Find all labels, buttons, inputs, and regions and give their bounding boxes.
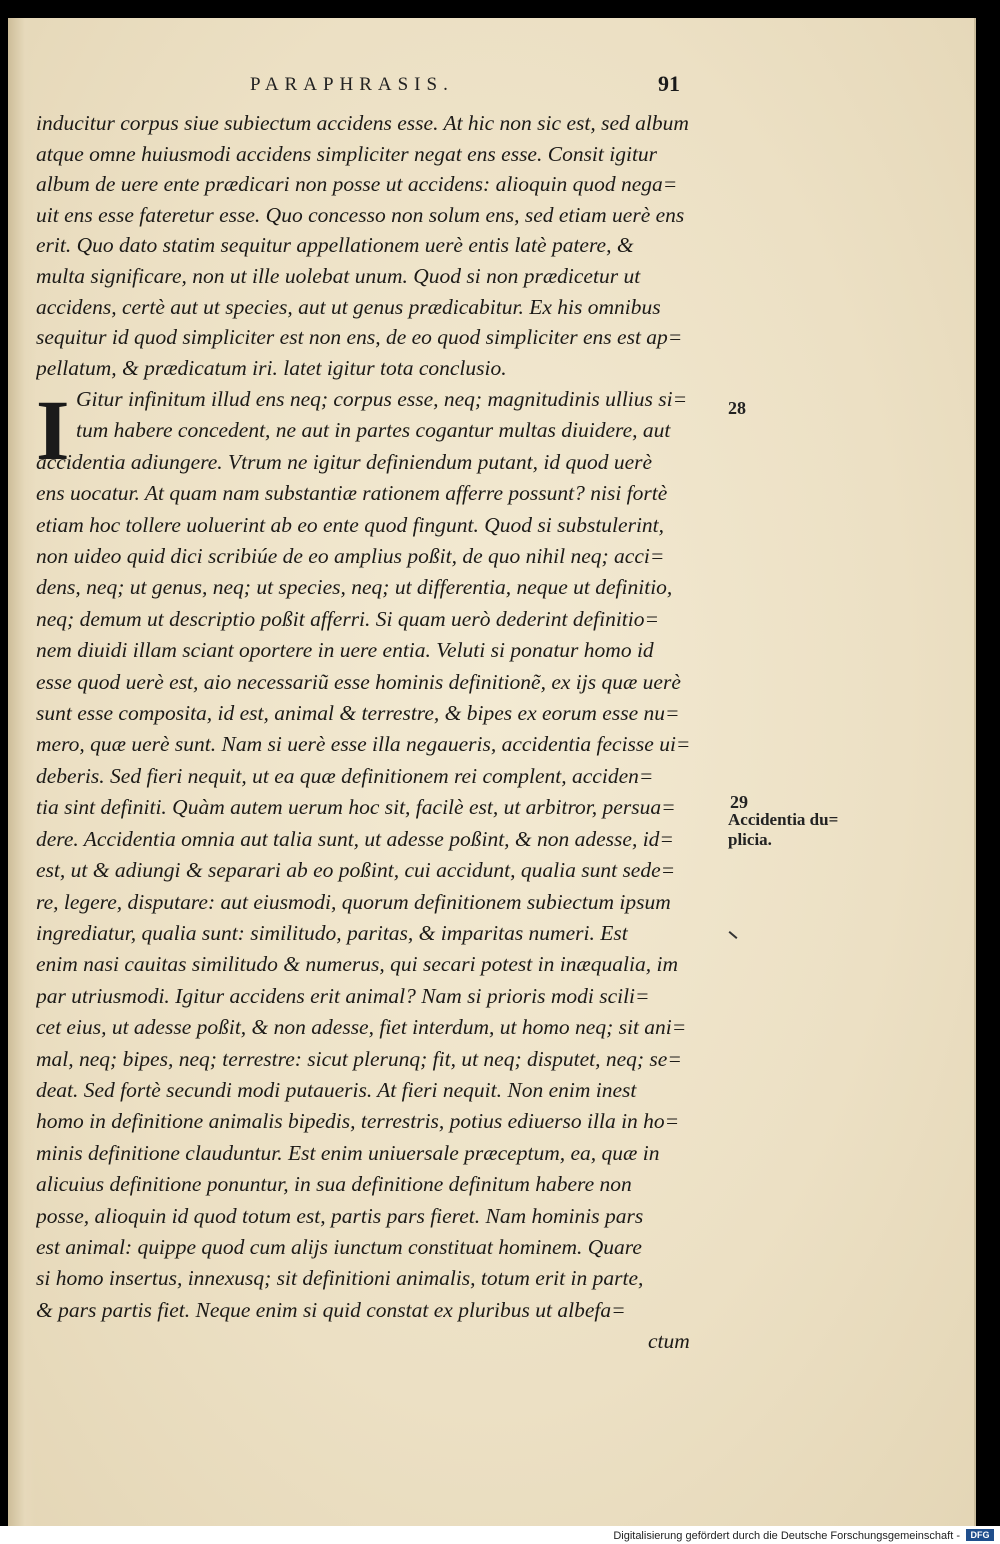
text-line: cet eius, ut adesse poßit, & non adesse, fiet interdum, ut homo neq; sit ani= (36, 1015, 687, 1040)
text-line: sunt esse composita, id est, animal & terrestre, & bipes ex eorum esse nu= (36, 701, 680, 726)
page-number: 91 (658, 71, 680, 96)
text-line: mero, quæ uerè sunt. Nam si uerè esse illa negaueris, accidentia fecisse ui= (36, 732, 691, 757)
text-line: re, legere, disputare: aut eiusmodi, quorum definitionem subiectum ipsum (36, 889, 671, 914)
margin-number-29: 29 (730, 792, 748, 812)
text-line: pellatum, & prædicatum iri. latet igitur tota conclusio. (36, 355, 507, 380)
text-line: erit. Quo dato statim sequitur appellationem uerè entis latè patere, & (36, 233, 634, 258)
text-line: ingrediatur, qualia sunt: similitudo, paritas, & imparitas numeri. Est (36, 920, 628, 945)
text-line: esse quod uerè est, aio necessariũ esse hominis definitionẽ, ex ijs quæ uerè (36, 669, 681, 694)
text-line: est, ut & adiungi & separari ab eo poßint, cui accidunt, qualia sunt sede= (36, 858, 676, 883)
text-line: mal, neq; bipes, neq; terrestre: sicut plerunq; fit, ut neq; disputet, neq; se= (36, 1046, 682, 1071)
page-gutter-shadow (8, 18, 36, 1526)
dfg-logo: DFG (966, 1529, 994, 1541)
text-line: multa significare, non ut ille uolebat unum. Quod si non prædicetur ut (36, 263, 641, 288)
text-line: tum habere concedent, ne aut in partes cogantur multas diuidere, aut (76, 418, 671, 443)
text-line: enim nasi cauitas similitudo & numerus, qui secari potest in inæqualia, im (36, 952, 679, 977)
margin-number-28: 28 (728, 398, 746, 418)
text-line: uit ens esse fateretur esse. Quo concesso non solum ens, sed etiam uerè ens (36, 202, 685, 227)
text-line: atque omne huiusmodi accidens simpliciter negat ens esse. Consit igitur (36, 141, 658, 166)
footer-bar (0, 1526, 1000, 1544)
text-line: inducitur corpus siue subiectum accidens esse. At hic non sic est, sed album (36, 111, 689, 135)
text-line: homo in definitione animalis bipedis, terrestris, potius ediuerso illa in ho= (36, 1109, 680, 1134)
text-line: par utriusmodi. Igitur accidens erit animal? Nam si prioris modi scili= (36, 983, 650, 1008)
running-head: PARAPHRASIS. (250, 74, 454, 95)
margin-note-line: Accidentia du= (728, 810, 839, 829)
text-line: accidentia adiungere. Vtrum ne igitur definiendum putant, id quod uerè (36, 449, 653, 474)
paragraph-1 (36, 108, 720, 383)
text-line: deat. Sed fortè secundi modi putaueris. At fieri nequit. Non enim inest (36, 1077, 637, 1102)
text-line: sequitur id quod simpliciter est non ens, de eo quod simpliciter ens est ap= (36, 325, 683, 350)
text-line: ens uocatur. At quam nam substantiæ rationem afferre possunt? nisi fortè (36, 481, 668, 506)
text-line: album de uere ente prædicari non posse ut accidens: alioquin quod nega= (36, 172, 678, 197)
drop-cap: I (36, 382, 70, 478)
margin-note-line: plicia. (728, 830, 772, 849)
text-line: dens, neq; ut genus, neq; ut species, neq; ut differentia, neque ut definitio, (36, 575, 673, 600)
text-line: Gitur infinitum illud ens neq; corpus esse, neq; magnitudinis ullius si= (76, 387, 688, 411)
text-line: si homo insertus, innexusq; sit definitioni animalis, totum erit in parte, (36, 1266, 644, 1291)
text-line: accidens, certè aut ut species, aut ut genus prædicabitur. Ex his omnibus (36, 294, 661, 319)
text-line: minis definitione clauduntur. Est enim uniuersale præceptum, ea, quæ in (36, 1140, 660, 1165)
text-line: alicuius definitione ponuntur, in sua definitione definitum habere non (36, 1172, 632, 1197)
text-line: dere. Accidentia omnia aut talia sunt, ut adesse poßint, & non adesse, id= (36, 826, 674, 851)
text-line: & pars partis fiet. Neque enim si quid constat ex pluribus ut albefa= (36, 1297, 626, 1322)
text-line: non uideo quid dici scribiúe de eo amplius poßit, de quo nihil neq; acci= (36, 544, 665, 569)
text-line: posse, alioquin id quod totum est, partis pars fieret. Nam hominis pars (36, 1203, 644, 1228)
text-line: est animal: quippe quod cum alijs iunctum constituat hominem. Quare (36, 1234, 642, 1259)
text-line: neq; demum ut descriptio poßit afferri. Si quam uerò dederint definitio= (36, 606, 660, 631)
catchword: ctum (648, 1329, 690, 1354)
text-line: tia sint definiti. Quàm autem uerum hoc sit, facilè est, ut arbitror, persua= (36, 795, 676, 820)
margin-note (728, 810, 838, 850)
text-line: nem diuidi illam sciant oportere in uere entia. Veluti si ponatur homo id (36, 638, 654, 663)
paragraph-2 (36, 384, 720, 1358)
text-line: etiam hoc tollere uoluerint ab eo ente quod fingunt. Quod si substulerint, (36, 512, 665, 537)
footer-credit: Digitalisierung gefördert durch die Deutsche Forschungsgemeinschaft - (613, 1530, 960, 1542)
text-line: deberis. Sed fieri nequit, ut ea quæ definitionem rei complent, acciden= (36, 763, 654, 788)
